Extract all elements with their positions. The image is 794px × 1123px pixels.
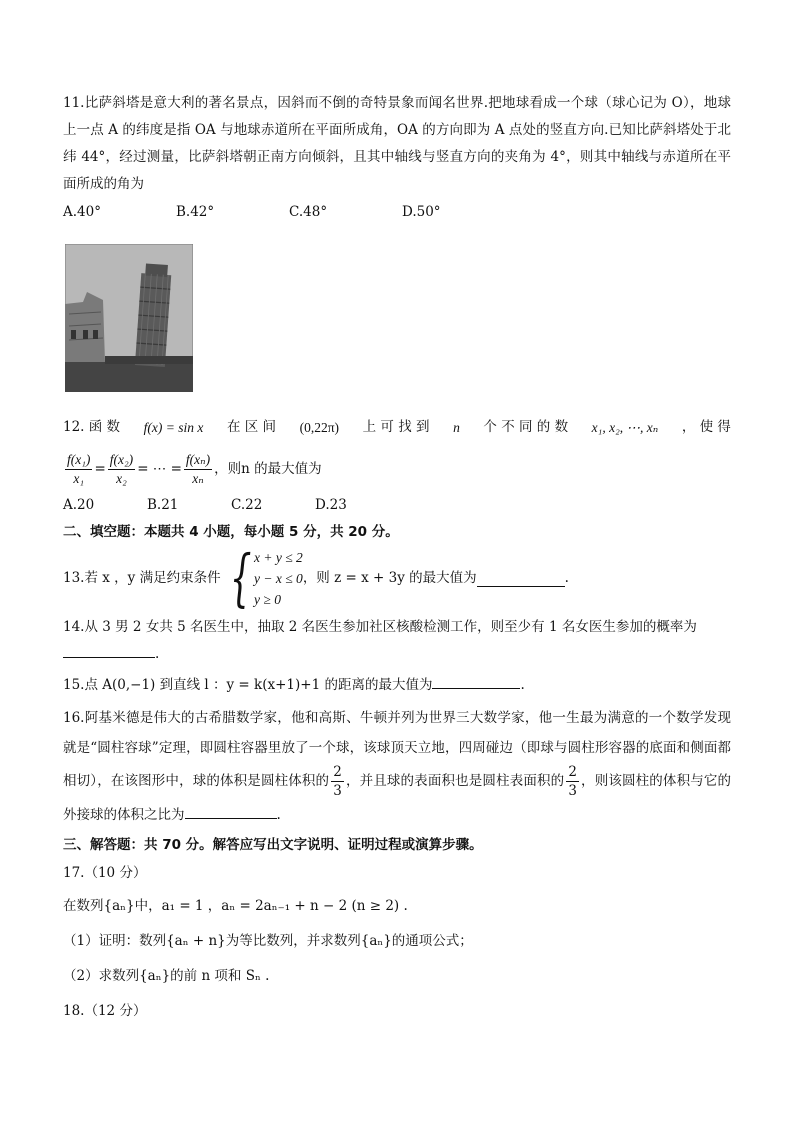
pisa-tower-photo <box>65 244 193 392</box>
q12-fraction-2: $\frac{\text{f(x₂)}}{\text{x₂}}$ <box>109 452 134 486</box>
q16-answer-blank[interactable] <box>185 802 277 819</box>
q13-prefix: 13.若 x ，y 满足约束条件 <box>63 570 221 586</box>
q12-variables: x₁, x₂, ⋯, xₙ <box>591 420 659 435</box>
q15-text: 15.点 A(0,−1) 到直线 l ：y = k(x+1)+1 的距离的最大值为 <box>63 677 433 693</box>
q12-function: f(x) = sin x <box>143 420 204 435</box>
q11-option-a: A.40° <box>63 204 101 220</box>
exam-page <box>63 90 731 1025</box>
q17-stem: 在数列{aₙ}中，a₁ = 1 ，aₙ = 2aₙ₋₁ + n − 2 (n ≥ 2) . <box>63 898 408 914</box>
section-3-heading: 三、解答题：共 70 分。解答应写出文字说明、证明过程或演算步骤。 <box>63 837 483 853</box>
q16-part2: ，并且球的表面积也是圆柱表面积的 <box>345 773 565 789</box>
q13-constraint-1: x + y ≤ 2 <box>254 550 303 565</box>
q13-tail: ，则 z = x + 3y 的最大值为 <box>302 570 477 586</box>
q12-tail: ，则n 的最大值为 <box>214 461 322 477</box>
q12-option-d: D.23 <box>315 497 347 513</box>
q12-option-b: B.21 <box>147 497 179 513</box>
q15-answer-blank[interactable] <box>432 672 520 689</box>
q13-constraint-system <box>221 541 303 614</box>
q12-interval: (0,22π) <box>299 420 340 435</box>
question-15 <box>63 672 731 699</box>
q12-text-interval: 在 区 间 <box>226 419 277 435</box>
q13-constraint-3: y ≥ 0 <box>254 592 281 607</box>
q12-prefix: 12. 函 数 <box>63 419 121 435</box>
q16-end: . <box>276 807 281 823</box>
q18-heading: 18.（12 分） <box>63 1003 147 1019</box>
q16-fraction-2: $\frac{2}{3}$ <box>568 764 577 799</box>
question-11-text: 11.比萨斜塔是意大利的著名景点，因斜而不倒的奇特景象而闻名世界.把地球看成一个球（球心记为 O），地球上一点 A 的纬度是指 OA 与地球赤道所在平面所成角，OA 的方向即为 A 点处的竖直方向.已知比萨斜塔处于北纬 44°，经过测量，比萨斜塔朝正南方向倾斜，且其中轴线与竖直方向的夹角为 4°，则其中轴线与赤道所在平面所成的角为 <box>63 95 731 192</box>
q12-n: n <box>453 420 460 435</box>
q11-option-c: C.48° <box>289 204 328 220</box>
q12-text-numbers: 个 不 同 的 数 <box>483 419 569 435</box>
q17-heading: 17.（10 分） <box>63 865 147 881</box>
q16-part3: ，则该圆柱的体积与它的外接球的体积之比为 <box>63 773 732 823</box>
q15-end: . <box>520 677 525 693</box>
q13-end: . <box>564 570 569 586</box>
question-13 <box>63 541 731 614</box>
q12-text-such-that: ， 使 得 <box>681 419 731 435</box>
question-16 <box>63 703 731 830</box>
question-11-options <box>63 200 731 224</box>
q16-fraction-1: $\frac{2}{3}$ <box>333 764 342 799</box>
q12-fraction-1: $\frac{\text{f(x₁)}}{\text{x₁}}$ <box>67 452 91 486</box>
q14-answer-blank[interactable] <box>63 641 155 658</box>
question-14 <box>63 614 731 668</box>
q12-option-c: C.22 <box>231 497 263 513</box>
question-12-options <box>63 493 731 517</box>
q17-sub2: （2）求数列{aₙ}的前 n 项和 Sₙ . <box>63 968 270 984</box>
q11-option-b: B.42° <box>176 204 215 220</box>
section-2-heading: 二、填空题：本题共 4 小题，每小题 5 分，共 20 分。 <box>63 524 399 540</box>
q13-answer-blank[interactable] <box>477 570 565 587</box>
q16-part1: 16.阿基米德是伟大的古希腊数学家，他和高斯、牛顿并列为世界三大数学家，他一生最为满意的一个数学发现就是“圆柱容球”定理，即圆柱容器里放了一个球，该球顶天立地，四周碰边（即球与圆柱形容器的底面和侧面都相切），在该图形中，球的体积是圆柱体积的 <box>63 710 731 789</box>
q12-ellipsis: = ⋯ = <box>137 461 182 477</box>
q13-brace: { <box>229 541 252 614</box>
question-12-equation: $\frac{\text{f(x₁)}}{\text{x₁}}$ = $\frac{\text{f(x₂)}}{\text{x₂}}$ = ⋯ = $\frac{\text{f(xₙ)}}{\text{xₙ}}$ ，则n 的最大值为 <box>67 452 322 486</box>
q12-text-find: 上 可 找 到 <box>362 419 430 435</box>
q11-option-d: D.50° <box>402 204 441 220</box>
q12-option-a: A.20 <box>63 497 95 513</box>
q13-constraint-2: y − x ≤ 0 <box>254 571 303 586</box>
q14-text: 14.从 3 男 2 女共 5 名医生中，抽取 2 名医生参加社区核酸检测工作，则至少有 1 名女医生参加的概率为 <box>63 619 697 635</box>
q12-fraction-n: $\frac{\text{f(xₙ)}}{\text{xₙ}}$ <box>185 452 211 486</box>
question-12-line1 <box>63 414 731 441</box>
q17-sub1: （1）证明：数列{aₙ + n}为等比数列，并求数列{aₙ}的通项公式； <box>63 933 473 949</box>
q14-end: . <box>155 646 160 662</box>
